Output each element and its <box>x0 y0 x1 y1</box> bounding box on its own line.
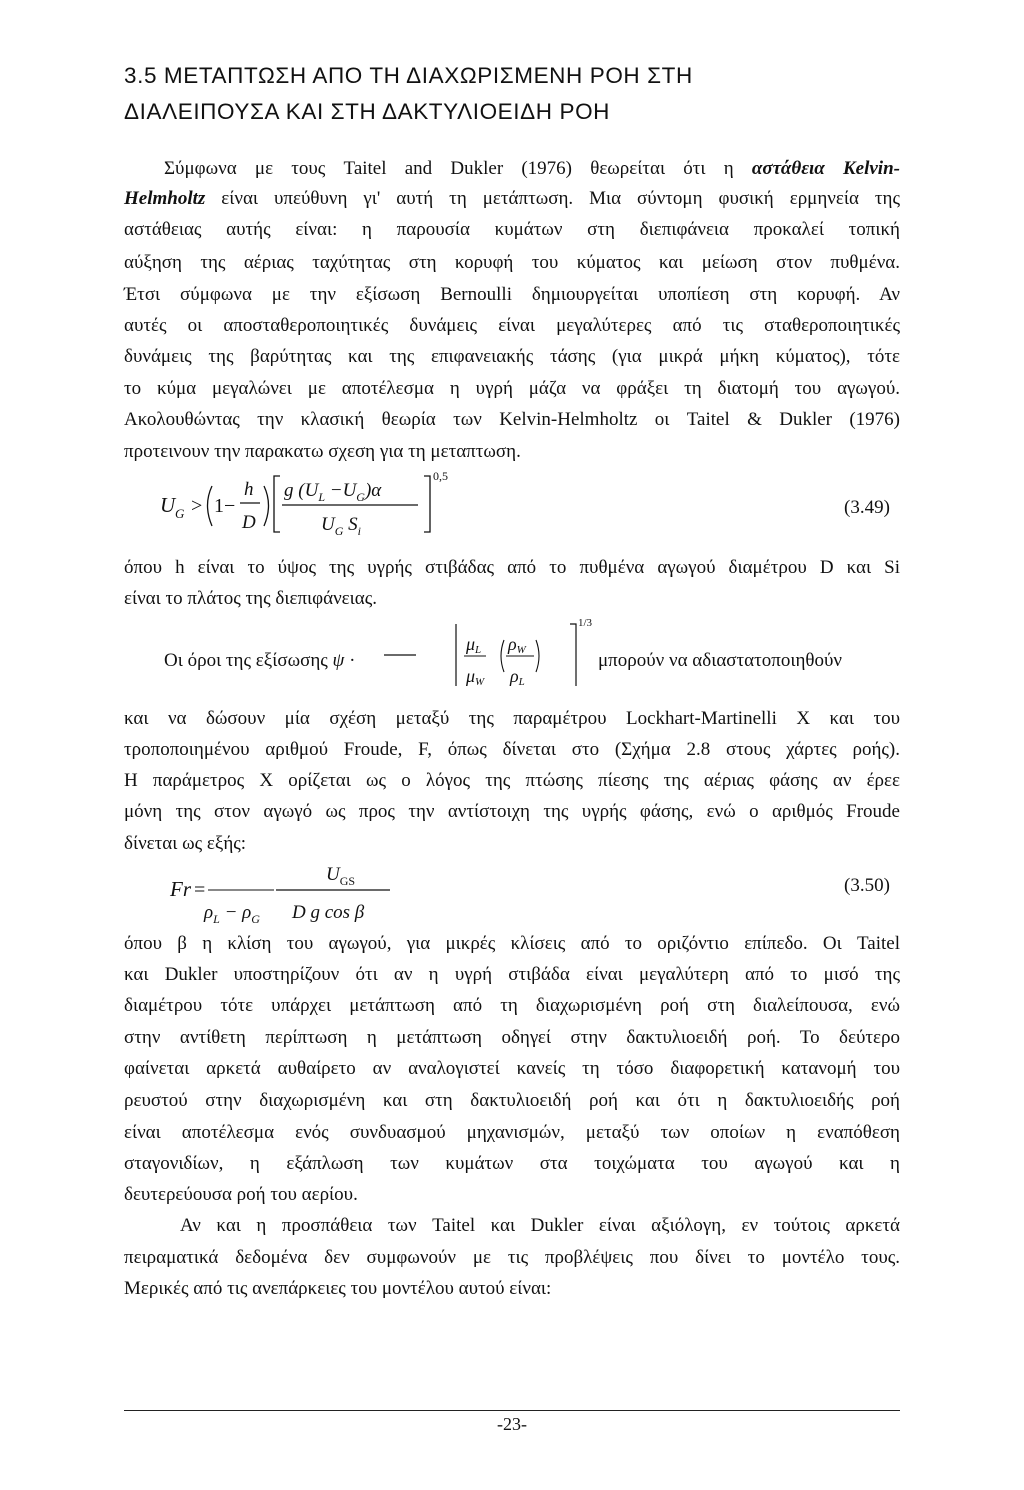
eq349-ug-sub: G <box>175 506 185 521</box>
psi-mu-l: μ <box>466 634 476 654</box>
eq350-den-minus: − ρ <box>219 902 252 923</box>
para3-line-5: δίνεται ως εξής: <box>124 833 247 854</box>
eq349-den: U <box>321 514 335 535</box>
para4-line-9: δευτερεύουσα ροή του αερίου. <box>124 1184 358 1205</box>
para2-line-2: είναι το πλάτος της διεπιφάνειας. <box>124 588 377 609</box>
psi-rho-w-sub: W <box>516 644 526 656</box>
equation-3-50 <box>168 852 408 932</box>
eq350-fr: Fr <box>170 877 191 901</box>
para1-line-5: Έτσι σύμφωνα με την εξίσωση Bernoulli δημιουργείται υποπίεση στη κορυφή. Αν <box>124 284 900 305</box>
svg-text:g (UL −UG)α <box>284 480 382 504</box>
para4-line-2: και Dukler υποστηρίζουν ότι αν η υγρή στιβάδα είναι μεγαλύτερη από το μισό της <box>124 964 900 985</box>
para3-line-2: τροποποιημένου αριθμού Froude, F, όπως δίνεται στο (Σχήμα 2.8 στους χάρτες ροής). <box>124 739 900 760</box>
psi-mu-l-sub: L <box>475 644 482 656</box>
eq350-den2: D g cos β <box>292 902 365 923</box>
psi-right-rule <box>570 624 576 686</box>
svg-text:ρL − ρG <box>203 902 260 926</box>
para4-line-3: διαμέτρου τότε υπάρχει μετάπτωση από τη διαχωρισμένη ροή στη διαλείπουσα, ενώ <box>124 995 900 1016</box>
para1-line-3: αστάθειας αυτής είναι: η παρουσία κυμάτων στη διεπιφάνεια προκαλεί τοπική <box>124 219 900 240</box>
para4-line-4: στην αντίθετη περίπτωση η μετάπτωση οδηγεί στην δακτυλιοειδή ροή. Το δεύτερο <box>124 1027 900 1048</box>
heading-line-2: ΔΙΑΛΕΙΠΟΥΣΑ ΚΑΙ ΣΤΗ ΔΑΚΤΥΛΙΟΕΙΔΗ ΡΟΗ <box>124 99 611 124</box>
eq350-eq: = <box>194 879 206 901</box>
para2-line-1: όπου h είναι το ύψος της υγρής στιβάδας από το πυθμένα αγωγού διαμέτρου D και Si <box>124 557 900 578</box>
psi-line-prefix: Οι όροι της εξίσωσης ψ · <box>164 650 356 671</box>
para4-line-6: ρευστού στην διαχωρισμένη και στη δακτυλιοειδή ροή και ότι η δακτυλιοειδής ροή <box>124 1090 900 1111</box>
eq349-num-l: L <box>318 490 325 504</box>
para1-line-10: προτεινουν την παρακατω σχεση για τη μεταπτωση. <box>124 441 521 462</box>
eq349-ug: U <box>160 493 176 517</box>
eq349-d: D <box>242 512 256 533</box>
eq349-den-s: S <box>343 514 358 535</box>
eq350-den-g: G <box>251 912 260 926</box>
eq349-right-paren <box>264 486 269 526</box>
psi-rho-w: ρ <box>508 634 517 654</box>
eq350-num-sub: GS <box>339 874 356 888</box>
eq349-left-paren <box>208 486 213 526</box>
svg-text:UG Si <box>321 514 361 538</box>
psi-inner-left-paren <box>501 640 504 672</box>
para1-line-9: Ακολουθώντας την κλασική θεωρία των Kelvin-Helmholtz οι Taitel & Dukler (1976) <box>124 409 900 430</box>
eq349-gt: > <box>191 495 203 517</box>
svg-text:μW <box>465 666 485 688</box>
para1-line-6: αυτές οι αποσταθεροποιητικές δυνάμεις είναι μεγαλύτερες από τις σταθεροποιητικές <box>124 315 900 336</box>
eq349-one-minus: 1− <box>214 495 236 517</box>
para4-line-1: όπου β η κλίση του αγωγού, για μικρές κλίσεις από το οριζόντιο επίπεδο. Οι Taitel <box>124 933 900 954</box>
para1-line-2: Helmholtz είναι υπεύθυνη γι' αυτή τη μετάπτωση. Μια σύντομη φυσική ερμηνεία της <box>124 188 900 209</box>
psi-symbol: ψ <box>332 650 345 671</box>
eq349-h: h <box>244 479 254 500</box>
eq349-number: (3.49) <box>844 497 890 518</box>
eq349-left-bracket <box>274 476 280 532</box>
eq349-den-i: i <box>357 524 361 538</box>
eq350-den-rho: ρ <box>204 902 214 923</box>
psi-mu-w-sub: W <box>475 676 485 688</box>
eq349-num-g: G <box>356 490 365 504</box>
section-heading <box>124 58 924 130</box>
psi-mu-w: μ <box>466 666 476 686</box>
heading-line-1: 3.5 ΜΕΤΑΠΤΩΣΗ ΑΠΟ ΤΗ ΔΙΑΧΩΡΙΣΜΕΝΗ ΡΟΗ ΣΤΗ <box>124 63 693 88</box>
eq349-right-bracket <box>424 476 430 532</box>
para4-line-7: είναι αποτέλεσμα ενός συνδυασμού μηχανισμών, μεταξύ των οποίων η εναπόθεση <box>124 1122 900 1143</box>
psi-rho-l-sub: L <box>518 676 525 688</box>
para4-line-8: σταγονιδίων, η εξάπλωση των κυμάτων στα τοιχώματα του αγωγού και η <box>124 1153 900 1174</box>
eq350-num: U <box>326 864 340 885</box>
para1-line-7: δυνάμεις της βαρύτητας και της επιφανειακής τάσης (για μικρά μήκη κύματος), τότε <box>124 346 900 367</box>
psi-inner-right-paren <box>536 640 539 672</box>
eq349-num-end: )α <box>364 480 382 501</box>
para3-line-3: Η παράμετρος X ορίζεται ως ο λόγος της πτώσης πίεσης της αέριας φάσης αν έρεε <box>124 770 900 791</box>
psi-rho-l: ρ <box>510 666 519 686</box>
eq349-num-mid: −U <box>325 480 357 501</box>
svg-text:ρW <box>507 634 527 656</box>
eq349-exp: 0,5 <box>433 469 448 483</box>
eq350-den-l: L <box>213 912 220 926</box>
para3-line-4: μόνη της στον αγωγό ως προς την αντίστοιχη της υγρής φάσης, ενώ ο αριθμός Froude <box>124 801 900 822</box>
para1-line-8: το κύμα μεγαλώνει με αποτέλεσμα η υγρή μάζα να φράξει τη διατομή του αγωγού. <box>124 378 900 399</box>
svg-text:UGS <box>326 864 355 888</box>
eq349-num: g (U <box>284 480 319 501</box>
eq350-number: (3.50) <box>844 875 890 896</box>
para4-line-5: φαίνεται αρκετά αυθαίρετο αν αναλογιστεί κανείς τη τόσο διαφορετική κατανομή του <box>124 1058 900 1079</box>
svg-text:μL <box>465 634 481 656</box>
para5-line-2: πειραματικά δεδομένα δεν συμφωνούν με τις προβλέψεις που δίνει το μοντέλο τους. <box>124 1247 900 1268</box>
psi-expression <box>380 614 593 694</box>
footer-rule <box>124 1410 900 1411</box>
para3-line-1: και να δώσουν μία σχέση μεταξύ της παραμέτρου Lockhart-Martinelli X και του <box>124 708 900 729</box>
para5-line-3: Μερικές από τις ανεπάρκειες του μοντέλου αυτού είναι: <box>124 1278 552 1299</box>
para5-line-1: Αν και η προσπάθεια των Taitel και Dukler είναι αξιόλογη, εν τούτοις αρκετά <box>180 1215 900 1236</box>
para1-line-1: Σύμφωνα με τους Taitel and Dukler (1976) θεωρείται ότι η αστάθεια Kelvin- <box>164 158 900 179</box>
psi-line-suffix: μπορούν να αδιαστατοποιηθούν <box>598 650 842 671</box>
para1-line-4: αύξηση της αέριας ταχύτητας στη κορυφή του κύματος και μείωση στον πυθμένα. <box>124 252 900 273</box>
psi-exp: 1/3 <box>578 617 593 629</box>
svg-text:ρL <box>509 666 525 688</box>
equation-3-49 <box>156 468 496 538</box>
page-number: -23- <box>497 1414 527 1434</box>
eq349-den-g: G <box>334 524 344 538</box>
